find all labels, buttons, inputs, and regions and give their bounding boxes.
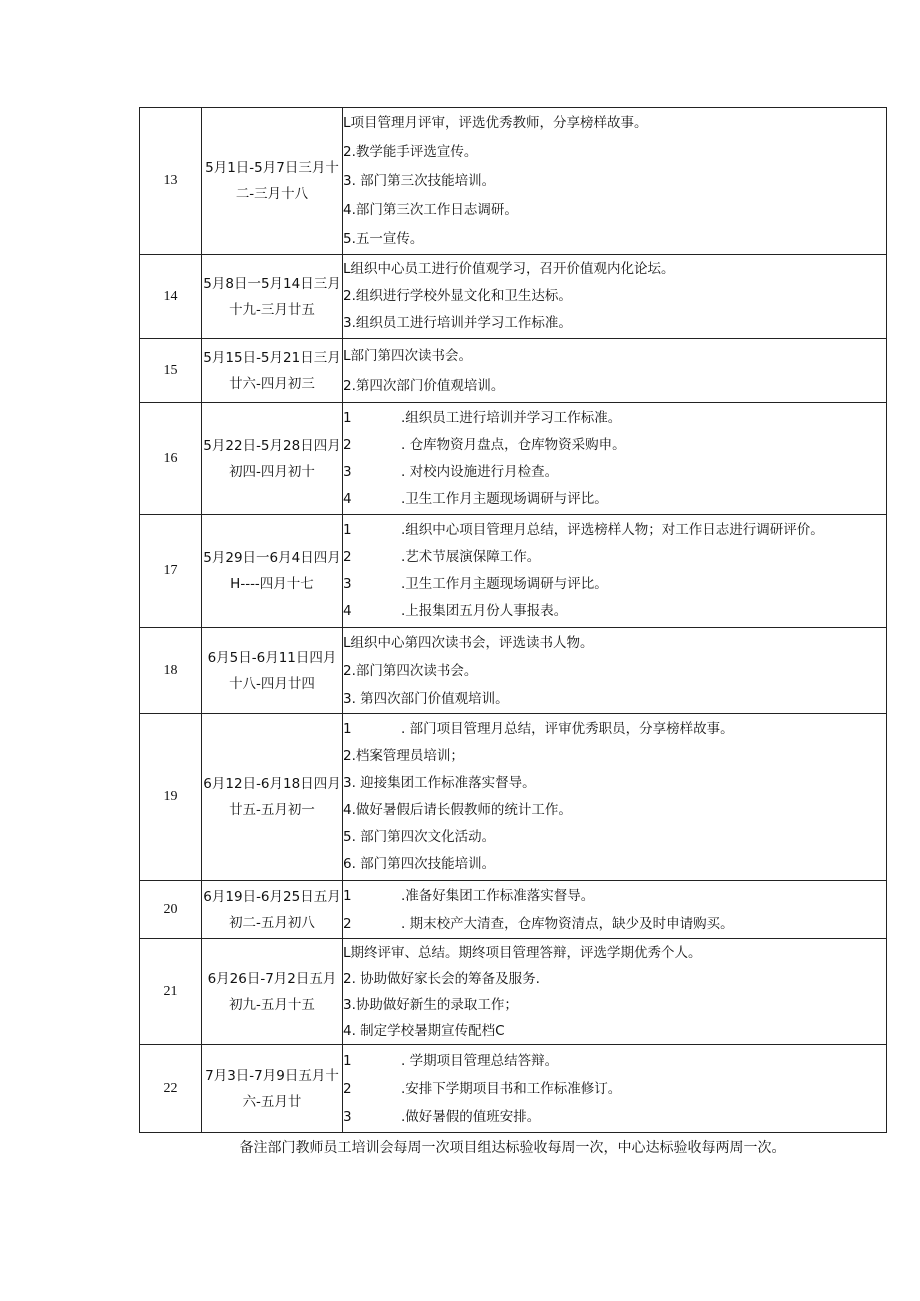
task-item — [343, 256, 886, 283]
task-list — [343, 1045, 887, 1133]
task-text: .艺术节展演保障工作。 — [401, 549, 541, 565]
task-item — [343, 283, 886, 310]
date-range: 6月19日-6月25日五月初二-五月初八 — [202, 881, 343, 939]
task-text: 5. 部门第四次文化活动。 — [343, 829, 496, 845]
table-row — [140, 1045, 887, 1133]
task-item — [343, 571, 886, 598]
task-text: L部门第四次读书会。 — [343, 347, 473, 364]
task-text: .组织中心项目管理月总结，评选榜样人物；对工作日志进行调研评价。 — [401, 522, 824, 538]
task-marker: 1 — [343, 887, 352, 904]
task-item — [343, 1018, 886, 1044]
task-item — [343, 743, 886, 770]
task-text: .准备好集团工作标准落实督导。 — [401, 887, 595, 904]
task-item — [343, 1103, 886, 1131]
task-item — [343, 851, 886, 878]
task-marker: 1 — [343, 721, 352, 737]
task-item — [343, 1075, 886, 1103]
table-body — [140, 108, 887, 1133]
task-item — [343, 341, 886, 371]
task-item — [343, 966, 886, 992]
task-text: .安排下学期项目书和工作标准修订。 — [401, 1080, 622, 1097]
task-text: 4.部门第三次工作日志调研。 — [343, 201, 518, 218]
task-item — [343, 685, 886, 713]
date-range: 7月3日-7月9日五月十六-五月廿 — [202, 1045, 343, 1133]
week-number: 13 — [140, 108, 202, 255]
task-text: 2. 协助做好家长会的筹备及服务. — [343, 970, 540, 987]
date-range: 5月15日-5月21日三月廿六-四月初三 — [202, 339, 343, 403]
week-number: 14 — [140, 255, 202, 339]
task-item — [343, 138, 886, 167]
task-item — [343, 486, 886, 513]
task-marker: 3 — [343, 576, 352, 592]
task-item — [343, 824, 886, 851]
task-text: . 仓库物资月盘点，仓库物资采购申。 — [401, 436, 626, 453]
table-row — [140, 939, 887, 1045]
task-text: 6. 部门第四次技能培训。 — [343, 856, 496, 872]
task-item — [343, 405, 886, 432]
task-marker: 1 — [343, 1052, 352, 1069]
task-marker: 3 — [343, 463, 352, 480]
week-number: 22 — [140, 1045, 202, 1133]
task-text: .组织员工进行培训并学习工作标准。 — [401, 409, 622, 426]
task-text: 4. 制定学校暑期宣传配档C — [343, 1022, 505, 1039]
task-text: 3. 部门第三次技能培训。 — [343, 172, 496, 189]
task-marker: 2 — [343, 549, 352, 565]
task-text: 2.组织进行学校外显文化和卫生达标。 — [343, 288, 572, 304]
table-row — [140, 881, 887, 939]
date-range: 6月26日-7月2日五月初九-五月十五 — [202, 939, 343, 1045]
task-marker: 2 — [343, 1080, 352, 1097]
task-text: 2.教学能手评选宣传。 — [343, 143, 478, 160]
weekly-plan-table — [139, 107, 887, 1133]
task-text: 2.档案管理员培训； — [343, 748, 464, 764]
task-item — [343, 910, 886, 938]
task-text: .卫生工作月主题现场调研与评比。 — [401, 576, 608, 592]
footer-note: 备注部门教师员工培训会每周一次项目组达标验收每周一次，中心达标验收每两周一次。 — [239, 1140, 786, 1156]
task-item — [343, 432, 886, 459]
task-text: .卫生工作月主题现场调研与评比。 — [401, 490, 608, 507]
task-text: L组织中心第四次读书会，评选读书人物。 — [343, 634, 594, 651]
date-range: 5月8日一5月14日三月十九-三月廿五 — [202, 255, 343, 339]
task-list — [343, 881, 887, 939]
table-row — [140, 255, 887, 339]
task-marker: 1 — [343, 522, 352, 538]
task-item — [343, 371, 886, 401]
task-item — [343, 770, 886, 797]
task-item — [343, 225, 886, 254]
task-text: L组织中心员工进行价值观学习，召开价值观内化论坛。 — [343, 261, 675, 277]
week-number: 20 — [140, 881, 202, 939]
task-marker: 4 — [343, 490, 352, 507]
task-item — [343, 797, 886, 824]
task-text: . 部门项目管理月总结，评审优秀职员，分享榜样故事。 — [401, 721, 734, 737]
task-item — [343, 940, 886, 966]
table-row — [140, 628, 887, 714]
week-number: 18 — [140, 628, 202, 714]
task-text: . 期末校产大清查，仓库物资清点，缺少及时申请购买。 — [401, 915, 734, 932]
task-text: 3. 迎接集团工作标准落实督导。 — [343, 775, 536, 791]
task-text: 3.组织员工进行培训并学习工作标准。 — [343, 315, 572, 331]
task-item — [343, 459, 886, 486]
task-item — [343, 629, 886, 657]
week-number: 16 — [140, 403, 202, 515]
task-item — [343, 167, 886, 196]
date-range: 5月29日一6月4日四月H----四月十七 — [202, 515, 343, 628]
task-item — [343, 882, 886, 910]
date-range: 5月1日-5月7日三月十二-三月十八 — [202, 108, 343, 255]
task-text: .做好暑假的值班安排。 — [401, 1108, 541, 1125]
task-text: L期终评审、总结。期终项目管理答辩，评选学期优秀个人。 — [343, 944, 702, 961]
task-list — [343, 714, 887, 881]
task-list — [343, 255, 887, 339]
date-range: 6月5日-6月11日四月十八-四月廿四 — [202, 628, 343, 714]
task-marker: 3 — [343, 1108, 352, 1125]
table-row — [140, 108, 887, 255]
task-text: . 学期项目管理总结答辩。 — [401, 1052, 559, 1069]
task-item — [343, 517, 886, 544]
task-item — [343, 310, 886, 337]
task-text: 2.第四次部门价值观培训。 — [343, 377, 505, 394]
task-text: .上报集团五月份人事报表。 — [401, 603, 568, 619]
task-list — [343, 939, 887, 1045]
task-marker: 4 — [343, 603, 352, 619]
task-item — [343, 657, 886, 685]
task-item — [343, 544, 886, 571]
week-number: 15 — [140, 339, 202, 403]
task-text: L项目管理月评审，评选优秀教师，分享榜样故事。 — [343, 114, 648, 131]
task-item — [343, 992, 886, 1018]
task-marker: 2 — [343, 915, 352, 932]
task-text: . 对校内设施进行月检查。 — [401, 463, 559, 480]
date-range: 6月12日-6月18日四月廿五-五月初一 — [202, 714, 343, 881]
task-text: 2.部门第四次读书会。 — [343, 662, 478, 679]
task-text: 5.五一宣传。 — [343, 230, 424, 247]
table-row — [140, 515, 887, 628]
week-number: 19 — [140, 714, 202, 881]
date-range: 5月22日-5月28日四月初四-四月初十 — [202, 403, 343, 515]
task-text: 3. 第四次部门价值观培训。 — [343, 690, 509, 707]
table-row — [140, 714, 887, 881]
week-number: 17 — [140, 515, 202, 628]
task-text: 4.做好暑假后请长假教师的统计工作。 — [343, 802, 572, 818]
task-item — [343, 598, 886, 625]
task-item — [343, 196, 886, 225]
week-number: 21 — [140, 939, 202, 1045]
table-row — [140, 339, 887, 403]
task-item — [343, 109, 886, 138]
task-marker: 2 — [343, 436, 352, 453]
task-text: 3.协助做好新生的录取工作； — [343, 996, 518, 1013]
table-row — [140, 403, 887, 515]
task-list — [343, 339, 887, 403]
task-list — [343, 403, 887, 515]
task-marker: 1 — [343, 409, 352, 426]
task-item — [343, 716, 886, 743]
task-list — [343, 108, 887, 255]
task-list — [343, 628, 887, 714]
task-item — [343, 1047, 886, 1075]
task-list — [343, 515, 887, 628]
